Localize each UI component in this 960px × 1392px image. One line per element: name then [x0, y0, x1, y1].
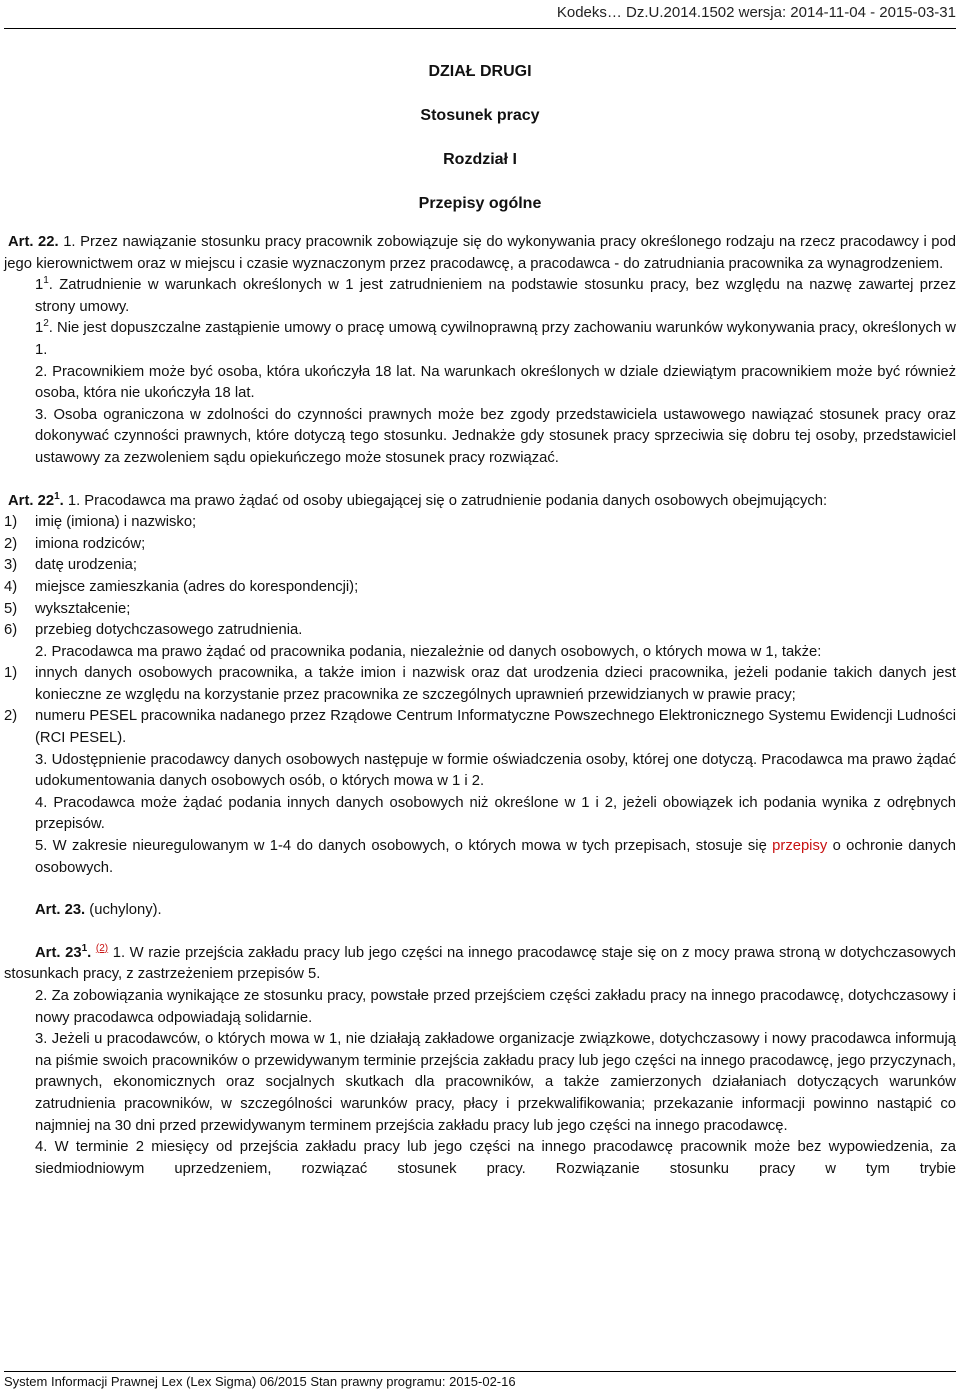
art22-par3: 3. Osoba ograniczona w zdolności do czynności prawnych może bez zgody przedstawiciela ustawowego nawiązać stosunek pracy oraz dokonywać czynności prawnych, które dotyczą tego stosunku. Jednakże gdy stosunek pracy sprzeciwia się dobru tej osoby, przedstawiciel ustawowy za zezwoleniem sądu opiekuńczego może stosunek pracy rozwiązać. — [35, 406, 956, 466]
par-text: . Nie jest dopuszczalne zastąpienie umowy o pracę umową cywilnoprawną przy zachowaniu warunków wykonywania pracy, określonych w 1. — [35, 320, 956, 358]
par-number: 1. — [58, 234, 76, 250]
art23-1-par3: 3. Jeżeli u pracodawców, o których mowa w 1, nie działają zakładowe organizacje związkowe, dotychczasowy i nowy pracodawca informują na piśmie swoich pracowników o przewidywanym terminie przejścia zakładu pracy lub jego części na innego pracodawcę, jego przyczynach, prawnych, ekonomicznych oraz socjalnych skutkach dla pracowników, a także zamierzonych działaniach dotyczących warunków zatrudnienia pracowników, w szczególności warunków pracy, płacy i przekwalifikowania; przekazanie informacji powinno nastąpić co najmniej na 30 dni przed przewidywanym terminem przejścia zakładu pracy lub jego części na innego pracodawcę. — [35, 1031, 956, 1134]
par-text: 1. W razie przejścia zakładu pracy lub jego części na innego pracodawcę staje się on z mocy prawa stroną w dotychczasowych stosunkach pracy, z zastrzeżeniem przepisów 5. — [4, 944, 956, 983]
list-item: 3) datę urodzenia; — [4, 557, 138, 574]
list-item: 2) imiona rodziców; — [4, 535, 146, 552]
header-rule — [4, 28, 956, 29]
list-item: 1) imię (imiona) i nazwisko; — [4, 514, 197, 531]
section-heading: DZIAŁ DRUGI — [428, 63, 532, 80]
par-text: 1. Pracodawca ma prawo żądać od osoby ubiegającej się o zatrudnienie podania danych osobowych obejmujących: — [63, 492, 828, 509]
article-label: Art. $22^1$. — [8, 490, 64, 509]
par-number: 1 — [35, 277, 44, 294]
par-text: (uchylony). — [85, 902, 162, 919]
art22-1-par4: 4. Pracodawca może żądać podania innych danych osobowych niż określone w 1 i 2, jeżeli obowiązek ich podania wynika z odrębnych przepisów. — [35, 794, 956, 833]
art22-1-list2 — [4, 663, 956, 749]
art22-par1 — [4, 232, 956, 275]
art23-1-par1 — [4, 943, 956, 986]
art22-1-par3: 3. Udostępnienie pracodawcy danych osobowych następuje w formie oświadczenia osoby, której one dotyczą. Pracodawca ma prawo żądać udokumentowania danych osobowych osób, o których mowa w 1 i 2. — [35, 751, 956, 790]
art22-1-list1 — [4, 512, 956, 642]
list-item: 5) wykształcenie; — [4, 600, 131, 617]
art23-1-par4: 4. W terminie 2 miesięcy od przejścia zakładu pracy lub jego części na innego pracodawcę pracownik może bez wypowiedzenia, za siedmiodniowym uprzedzeniem, rozwiązać stosunek pracy. Rozwiązanie stosunku pracy w tym trybie — [35, 1139, 956, 1177]
przepisy-link[interactable]: przepisy — [772, 838, 828, 855]
list-item: 4) miejsce zamieszkania (adres do korespondencji); — [4, 578, 359, 595]
footer-rule — [4, 1371, 956, 1372]
par-text: Przez nawiązanie stosunku pracy pracownik zobowiązuje się do wykonywania pracy określonego rodzaju na rzecz pracodawcy i pod jego kierownictwem oraz w miejscu i czasie wyznaczonym przez pracodawcę, a pracodawca - do zatrudniania pracownika za wynagrodzeniem. — [4, 234, 956, 272]
list-item: 6) przebieg dotychczasowego zatrudnienia. — [4, 622, 303, 639]
art22-1-par1 — [4, 491, 956, 513]
article-label: Art. $23^1$. — [35, 942, 92, 961]
par-text: . Zatrudnienie w warunkach określonych w 1 jest zatrudnieniem na podstawie stosunku pracy, bez względu na nazwę zawartej przez strony umowy. — [35, 277, 956, 315]
article-label: Art. 22. — [8, 234, 59, 250]
chapter-title: Przepisy ogólne — [418, 195, 542, 212]
art22-par2: 2. Pracownikiem może być osoba, która ukończyła 18 lat. Na warunkach określonych w dziale dziewiątym pracownikiem może być również osoba, która nie ukończyła 18 lat. — [35, 363, 956, 402]
superscript: 1 — [43, 275, 49, 287]
art23 — [4, 900, 956, 922]
par-number: 1 — [35, 320, 44, 337]
art22-1-par2: 2. Pracodawca ma prawo żądać od pracownika podania, niezależnie od danych osobowych, o których mowa w 1, także: — [35, 643, 822, 660]
footnote-ref-link[interactable]: (2) — [95, 942, 109, 954]
art22-par1-2 — [4, 318, 956, 361]
section-title: Stosunek pracy — [420, 107, 540, 124]
art23-1-par2: 2. Za zobowiązania wynikające ze stosunku pracy, powstałe przed przejściem części zakładu pracy na innego pracodawcę, dotychczasowy i nowy pracodawca odpowiadają solidarnie. — [35, 988, 956, 1026]
list-item: 1) innych danych osobowych pracownika, a także imion i nazwisk oraz dat urodzenia dzieci pracownika, jeżeli podanie takich danych jest konieczne ze względu na korzystanie przez pracownika ze szczególnych uprawnień przewidzianych w prawie pracy; — [4, 665, 956, 703]
art22-par1-1 — [4, 275, 956, 318]
art22-1-par5: 5. W zakresie nieuregulowanym w 1-4 do danych osobowych, o których mowa w tych przepisach, stosuje się przepisy o ochronie danych osobowych. — [35, 838, 956, 876]
superscript: 2 — [43, 318, 49, 330]
document-header: Kodeks… Dz.U.2014.1502 wersja: 2014-11-04 - 2015-03-31 — [556, 4, 956, 21]
chapter-heading: Rozdział I — [443, 151, 517, 168]
article-label: Art. 23. — [35, 902, 86, 919]
document-body — [4, 232, 956, 1180]
list-item: 2) numeru PESEL pracownika nadanego przez Rządowe Centrum Informatyczne Powszechnego Elektronicznego Systemu Ewidencji Ludności (RCI PESEL). — [4, 708, 956, 747]
document-footer: System Informacji Prawnej Lex (Lex Sigma) 06/2015 Stan prawny programu: 2015-02-16 — [4, 1374, 516, 1389]
